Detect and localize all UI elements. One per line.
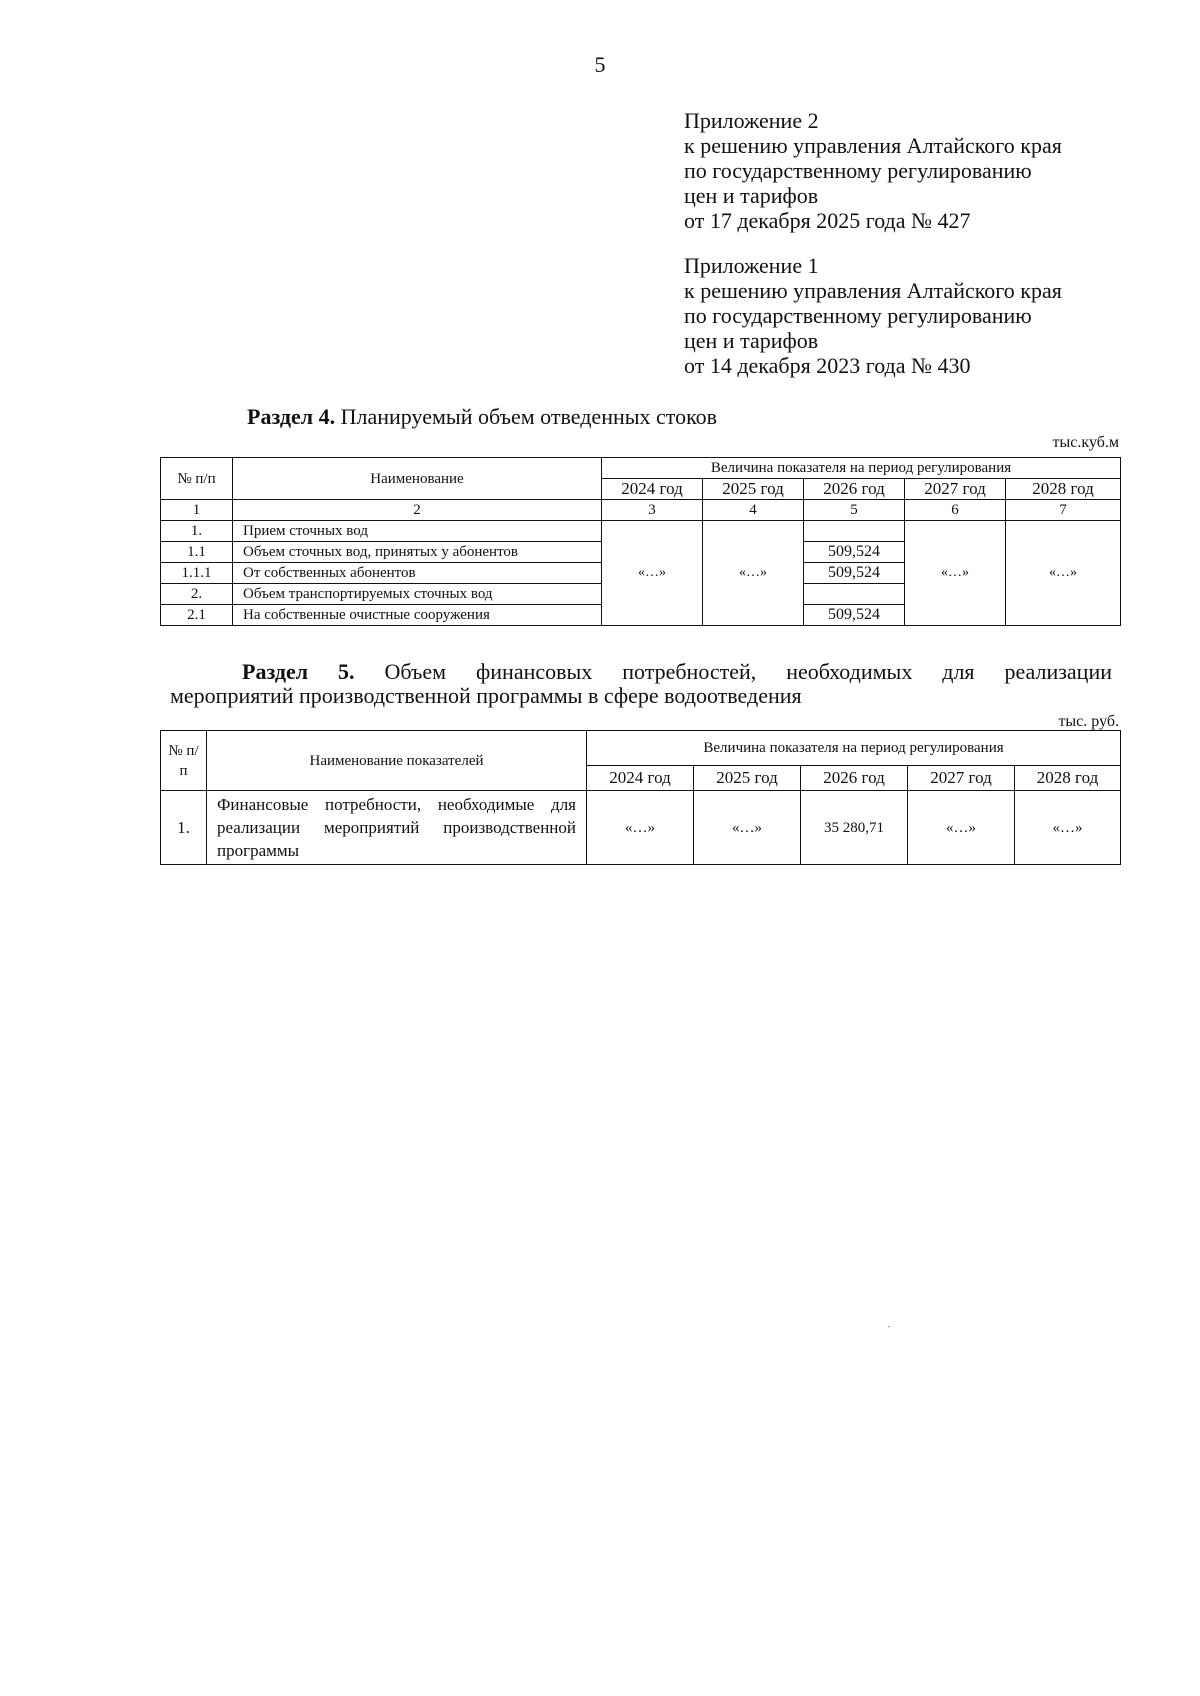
- year-header: 2027 год: [908, 766, 1015, 791]
- section-4-title: [247, 404, 717, 430]
- row-name: Объем сточных вод, принятых у абонентов: [233, 542, 602, 563]
- section-5-title-text: Объем финансовых потребностей, необходимых для реализации: [354, 659, 1112, 684]
- value-2026: [804, 521, 905, 542]
- name-header: Наименование показателей: [207, 731, 587, 791]
- appendix-2-line: от 17 декабря 2025 года № 427: [684, 208, 971, 233]
- value-2026: 35 280,71: [801, 791, 908, 865]
- column-index-row: [161, 500, 1121, 521]
- appendix-1-line: к решению управления Алтайского края: [684, 278, 1062, 303]
- appendix-2-line: Приложение 2: [684, 108, 819, 133]
- table-header-row: [161, 731, 1121, 766]
- section-4-unit: тыс.куб.м: [1052, 434, 1119, 451]
- row-name: Прием сточных вод: [233, 521, 602, 542]
- value-2028: «…»: [1015, 791, 1121, 865]
- scan-speck: [888, 1326, 890, 1327]
- section-5-unit: тыс. руб.: [1058, 713, 1119, 730]
- year-header: 2027 год: [905, 479, 1006, 500]
- row-number: 2.1: [161, 605, 233, 626]
- column-index: 1: [161, 500, 233, 521]
- appendix-2-block: [684, 108, 1124, 233]
- value-2027: «…»: [905, 521, 1006, 626]
- section-4-title-bold: Раздел 4.: [247, 404, 336, 429]
- column-index: 2: [233, 500, 602, 521]
- section-5-title-bold: Раздел 5.: [242, 659, 355, 684]
- appendix-1-block: [684, 253, 1124, 378]
- table-header-row: [161, 458, 1121, 479]
- column-index: 5: [804, 500, 905, 521]
- value-2024: «…»: [602, 521, 703, 626]
- num-header: № п/п: [161, 731, 207, 791]
- financial-needs-table: [160, 730, 1121, 865]
- year-header: 2026 год: [801, 766, 908, 791]
- row-name: Финансовые потребности, необходимые для реализации мероприятий производственной программы: [207, 791, 587, 865]
- value-2026: [804, 584, 905, 605]
- value-2026: 509,524: [804, 563, 905, 584]
- row-number: 2.: [161, 584, 233, 605]
- num-header: № п/п: [161, 458, 233, 500]
- section-5-title-line-1: [170, 660, 1112, 684]
- row-number: 1.: [161, 791, 207, 865]
- planned-wastewater-table: [160, 457, 1121, 626]
- year-header: 2026 год: [804, 479, 905, 500]
- page-number: 5: [594, 52, 606, 77]
- value-2028: «…»: [1006, 521, 1121, 626]
- appendix-1-line: от 14 декабря 2023 года № 430: [684, 353, 971, 378]
- column-index: 4: [703, 500, 804, 521]
- year-header: 2025 год: [703, 479, 804, 500]
- value-2025: «…»: [694, 791, 801, 865]
- row-name: От собственных абонентов: [233, 563, 602, 584]
- table-row: [161, 521, 1121, 542]
- section-5-title-line-2: мероприятий производственной программы в сфере водоотведения: [170, 683, 802, 708]
- column-index: 7: [1006, 500, 1121, 521]
- column-index: 6: [905, 500, 1006, 521]
- value-2024: «…»: [587, 791, 694, 865]
- year-header: 2028 год: [1006, 479, 1121, 500]
- value-2026: 509,524: [804, 542, 905, 563]
- appendix-2-line: цен и тарифов: [684, 183, 819, 208]
- row-number: 1.1.1: [161, 563, 233, 584]
- period-group-header: Величина показателя на период регулирования: [587, 731, 1121, 766]
- value-2026: 509,524: [804, 605, 905, 626]
- appendix-2-line: к решению управления Алтайского края: [684, 133, 1062, 158]
- year-header: 2025 год: [694, 766, 801, 791]
- row-name: На собственные очистные сооружения: [233, 605, 602, 626]
- value-2027: «…»: [908, 791, 1015, 865]
- row-number: 1.: [161, 521, 233, 542]
- appendix-2-line: по государственному регулированию: [684, 158, 1032, 183]
- period-group-header: Величина показателя на период регулирования: [602, 458, 1121, 479]
- value-2025: «…»: [703, 521, 804, 626]
- row-number: 1.1: [161, 542, 233, 563]
- section-5-title: [170, 660, 1112, 708]
- appendix-1-line: по государственному регулированию: [684, 303, 1032, 328]
- appendix-1-line: цен и тарифов: [684, 328, 819, 353]
- year-header: 2024 год: [587, 766, 694, 791]
- appendix-1-line: Приложение 1: [684, 253, 819, 278]
- column-index: 3: [602, 500, 703, 521]
- table-row: [161, 791, 1121, 865]
- row-name: Объем транспортируемых сточных вод: [233, 584, 602, 605]
- name-header: Наименование: [233, 458, 602, 500]
- year-header: 2028 год: [1015, 766, 1121, 791]
- year-header: 2024 год: [602, 479, 703, 500]
- section-4-title-text: Планируемый объем отведенных стоков: [335, 404, 718, 429]
